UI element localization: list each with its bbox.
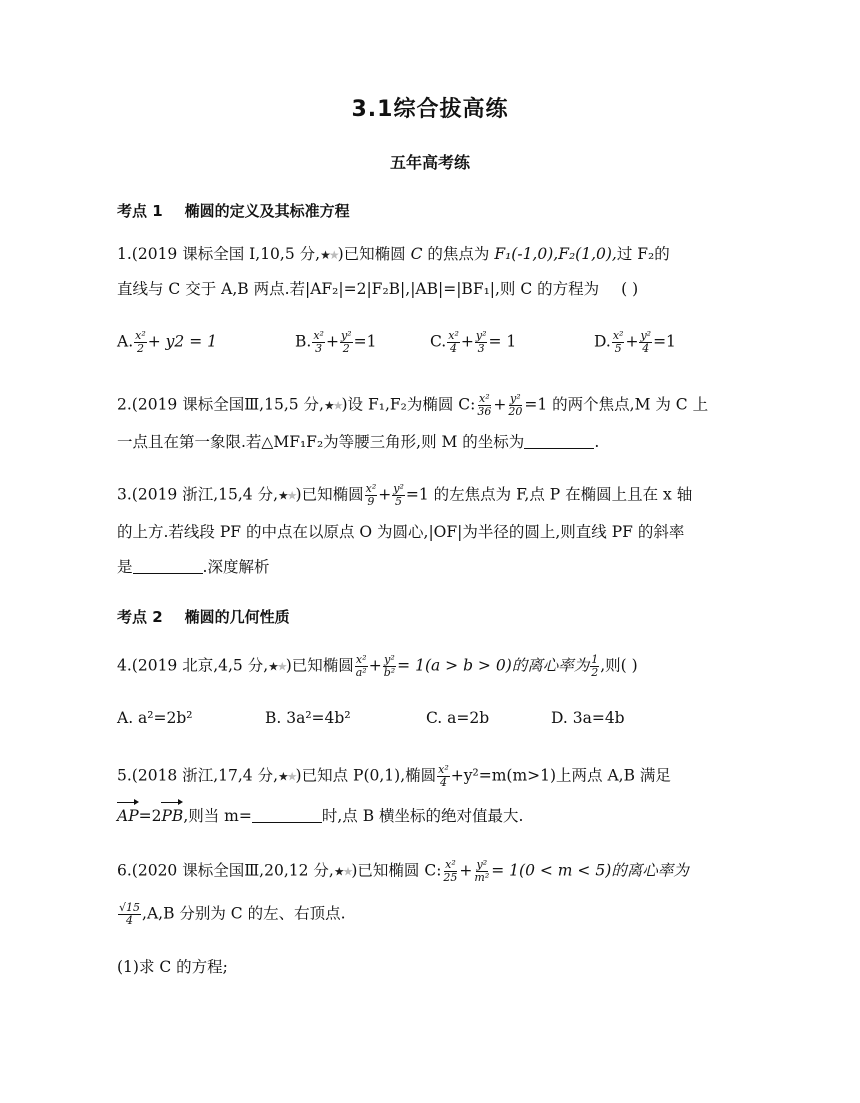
difficulty-star-icon: ★ (268, 659, 277, 674)
difficulty-star-icon: ★ (276, 659, 286, 674)
section-label: 考点 2 (117, 608, 163, 626)
vector-ap: AP (117, 807, 139, 825)
difficulty-star-icon: ★ (342, 864, 352, 879)
answer-blank[interactable] (252, 808, 322, 823)
question-1-line-1: 1.(2019 课标全国 Ⅰ,10,5 分,★★)已知椭圆 C 的焦点为 F₁(-1,0),F₂(1,0),过 F₂的 (117, 245, 670, 263)
section-heading-2 (117, 606, 290, 627)
question-1-option-c[interactable]: C. $\frac{\text{x²}}{4}$ + $\frac{\text{y²}}{3}$ = 1 (430, 329, 517, 355)
difficulty-star-icon: ★ (320, 248, 329, 262)
question-3-line-1: 3.(2019 浙江,15,4 分,★★)已知椭圆 $\frac{\text{x²}}{9}$ + $\frac{\text{y²}}{5}$ =1 的左焦点为 F,点 P 在椭圆上且在 x 轴 (117, 482, 693, 508)
section-heading-1 (117, 200, 350, 221)
difficulty-star-icon: ★ (278, 769, 287, 784)
difficulty-star-icon: ★ (332, 398, 342, 413)
vector-pb: PB (161, 807, 184, 825)
question-6-sub-1: (1)求 C 的方程; (117, 958, 228, 976)
question-4-line-1: 4.(2019 北京,4,5 分,★★)已知椭圆 $\frac{\text{x²}}{\text{a²}}$ + $\frac{\text{y²}}{\text{b²}}$ = 1(a > b > 0)的离心率为 $\frac{1}{2}$ ,则( ) (117, 653, 638, 679)
question-6-line-2: $\frac{√15}{4}$ ,A,B 分别为 C 的左、右顶点. (119, 901, 346, 927)
question-5-line-1: 5.(2018 浙江,17,4 分,★★)已知点 P(0,1),椭圆 $\frac{\text{x²}}{4}$ +y²=m(m>1)上两点 A,B 满足 (117, 763, 671, 789)
question-4-option-a[interactable]: A. a²=2b² (117, 709, 193, 727)
question-1-option-d[interactable]: D. $\frac{\text{x²}}{5}$ + $\frac{\text{y²}}{4}$ =1 (594, 329, 676, 355)
question-1-option-a[interactable]: A. $\frac{\text{x²}}{2}$ + y2 = 1 (117, 329, 217, 355)
difficulty-star-icon: ★ (286, 488, 296, 503)
answer-blank[interactable] (133, 559, 203, 574)
question-4-option-b[interactable]: B. 3a²=4b² (265, 709, 351, 727)
question-6-line-1: 6.(2020 课标全国Ⅲ,20,12 分,★★)已知椭圆 C: $\frac{\text{x²}}{25}$ + $\frac{\text{y²}}{\text{m²}}$ = 1(0 < m < 5)的离心率为 (117, 858, 689, 884)
question-4-option-c[interactable]: C. a=2b (426, 709, 490, 727)
section-label: 考点 1 (117, 202, 163, 220)
answer-blank[interactable] (524, 434, 594, 449)
difficulty-star-icon: ★ (328, 248, 338, 262)
difficulty-star-icon: ★ (286, 769, 296, 784)
difficulty-star-icon: ★ (333, 864, 343, 879)
difficulty-star-icon: ★ (278, 488, 287, 503)
page-subtitle: 五年高考练 (389, 153, 470, 172)
question-2-line-1: 2.(2019 课标全国Ⅲ,15,5 分,★★)设 F₁,F₂为椭圆 C: $\frac{\text{x²}}{36}$ + $\frac{\text{y²}}{20}$ =1 的两个焦点,M 为 C 上 (117, 392, 709, 418)
section-name: 椭圆的几何性质 (184, 608, 290, 626)
page-title: 3.1综合拔高练 (351, 97, 509, 122)
question-5-line-2: AP=2PB,则当 m= 时,点 B 横坐标的绝对值最大. (117, 807, 524, 825)
section-name: 椭圆的定义及其标准方程 (184, 202, 350, 220)
question-4-option-d[interactable]: D. 3a=4b (551, 709, 625, 727)
question-1-line-2: 直线与 C 交于 A,B 两点.若|AF₂|=2|F₂B|,|AB|=|BF₁|,则 C 的方程为 ( ) (117, 280, 639, 298)
question-2-line-2: 一点且在第一象限.若△MF₁F₂为等腰三角形,则 M 的坐标为 . (117, 433, 600, 451)
question-3-line-2: 的上方.若线段 PF 的中点在以原点 O 为圆心,|OF|为半径的圆上,则直线 PF 的斜率 (117, 523, 685, 541)
question-3-line-3: 是 .深度解析 (117, 558, 270, 576)
difficulty-star-icon: ★ (323, 398, 333, 413)
question-1-option-b[interactable]: B. $\frac{\text{x²}}{3}$ + $\frac{\text{y²}}{2}$ =1 (295, 329, 377, 355)
